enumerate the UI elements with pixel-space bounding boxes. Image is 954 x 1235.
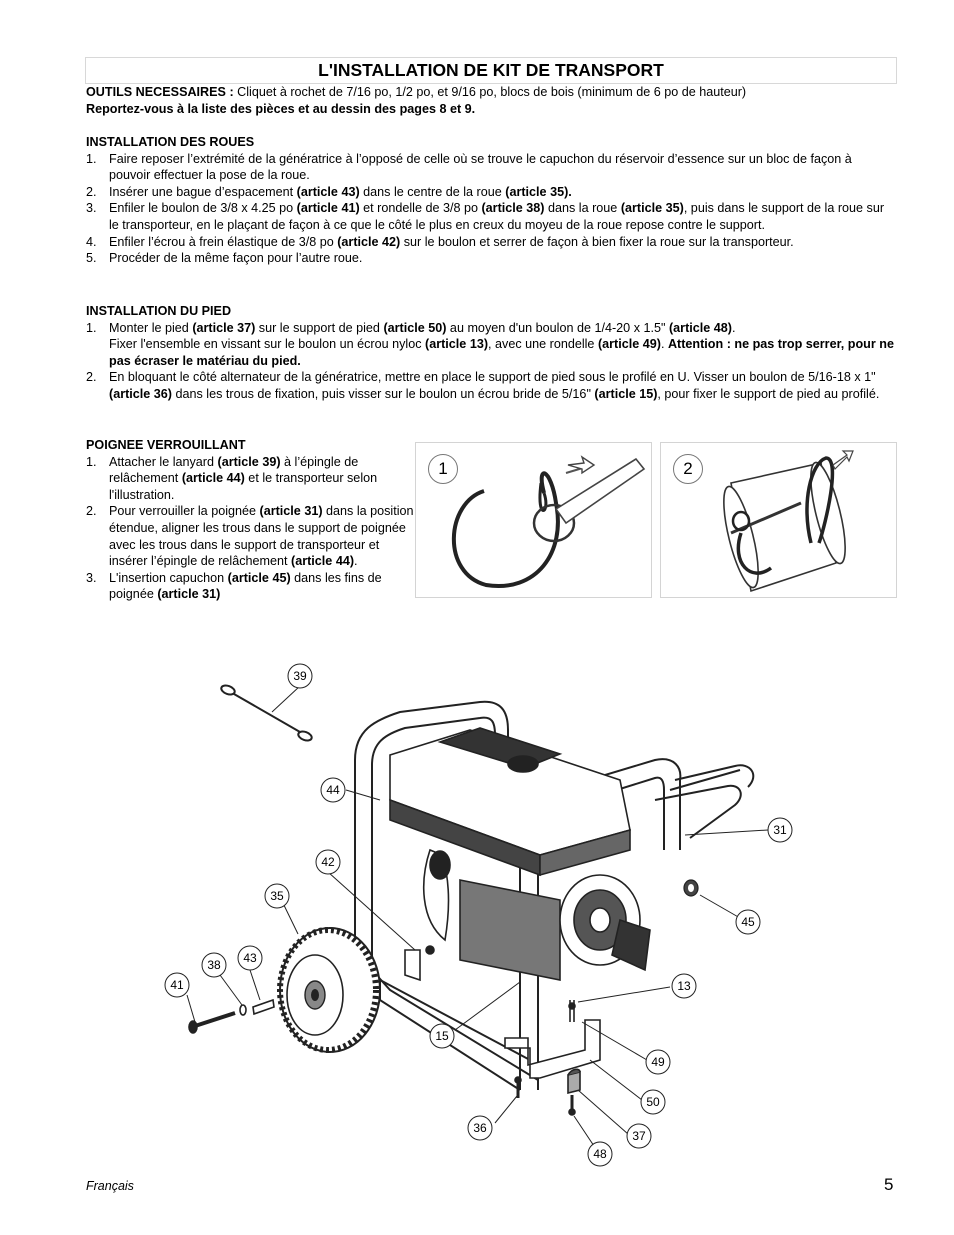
callout-48	[588, 1142, 612, 1166]
step-number: 3.	[86, 570, 97, 585]
callout-number: 36	[473, 1121, 487, 1135]
step-number: 5.	[86, 251, 97, 266]
step-text: (article 38)	[481, 201, 545, 216]
figure-2-label: 2	[673, 454, 703, 484]
step-text: Procéder de la même façon pour l’autre roue.	[109, 251, 363, 266]
callout-31	[768, 818, 792, 842]
foot-step-1	[86, 320, 896, 370]
handle-step-2	[86, 503, 416, 569]
wheels-step-4	[86, 234, 896, 251]
callout-36	[468, 1116, 492, 1140]
step-number: 2.	[86, 504, 97, 519]
page-title: L'INSTALLATION DE KIT DE TRANSPORT	[85, 57, 897, 84]
step-number: 1.	[86, 151, 97, 166]
callout-number: 48	[593, 1147, 607, 1161]
handle-step-3	[86, 570, 416, 603]
step-text: au moyen d'un boulon de 1/4-20 x 1.5"	[446, 320, 669, 335]
foot-step-2	[86, 369, 896, 402]
wheels-step-5	[86, 250, 896, 267]
callout-number: 38	[207, 958, 221, 972]
callout-number: 39	[293, 669, 307, 683]
callout-number: 50	[646, 1095, 660, 1109]
wheels-section	[86, 134, 896, 267]
callout-42	[316, 850, 340, 874]
step-number: 4.	[86, 234, 97, 249]
step-number: 2.	[86, 370, 97, 385]
step-text: (article 13)	[425, 337, 489, 352]
handle-cap-part	[684, 880, 698, 896]
step-text: (article 43)	[296, 184, 360, 199]
callout-number: 31	[773, 823, 787, 837]
step-text: En bloquant le côté alternateur de la génératrice, mettre en place le support de pied sous le profilé en U. Visser un boulon de 5/16-18 x 1"	[109, 370, 876, 385]
callout-number: 44	[326, 783, 340, 797]
step-text: dans les fins de poignée	[109, 570, 382, 602]
handle-heading: POIGNEE VERROUILLANT	[86, 438, 246, 452]
step-number: 3.	[86, 201, 97, 216]
foot-section	[86, 303, 896, 403]
step-text: (article 50)	[383, 320, 447, 335]
callout-37	[627, 1124, 651, 1148]
step-text: (article 49)	[597, 337, 661, 352]
wheels-steps	[86, 151, 896, 267]
callout-45	[736, 910, 760, 934]
step-number: 1.	[86, 454, 97, 469]
step-text: .	[731, 320, 736, 335]
callout-number: 15	[435, 1029, 449, 1043]
foot-steps	[86, 320, 896, 403]
callout-50	[641, 1090, 665, 1114]
handle-steps	[86, 454, 416, 603]
wheels-step-3	[86, 200, 896, 233]
step-text: dans la roue	[544, 201, 621, 216]
tools-line	[86, 84, 896, 101]
step-text: et le transporteur selon l'illustration.	[109, 471, 378, 502]
step-number: 2.	[86, 184, 97, 199]
callout-13	[672, 974, 696, 998]
generator-engine	[390, 728, 650, 980]
wheels-step-2	[86, 184, 896, 201]
step-text: Attacher le lanyard	[109, 454, 218, 469]
step-text: Monter le pied	[109, 320, 193, 335]
callout-15	[430, 1024, 454, 1048]
callout-44	[321, 778, 345, 802]
step-text: (article 39)	[217, 454, 281, 469]
handle-step-1	[86, 454, 416, 504]
step-text: .	[354, 554, 358, 569]
step-text: (article 41)	[296, 201, 360, 216]
step-text: à l’épingle de relâchement	[109, 454, 359, 486]
step-text: Attention : ne pas trop serrer, pour ne pas écraser le matériau du pied.	[109, 337, 894, 368]
step-text: (article 31)	[259, 504, 323, 519]
step-text: (article 15)	[594, 386, 658, 401]
wheels-heading: INSTALLATION DES ROUES	[86, 135, 255, 149]
step-text: Faire reposer l’extrémité de la génératrice à l’opposé de celle où se trouve le capuchon du réservoir d’essence sur un bloc de façon à pouvoir effectuer la pose de la roue.	[109, 151, 852, 183]
step-text: sur le support de pied	[255, 320, 384, 335]
step-text: (article 36)	[109, 386, 172, 401]
step-text: dans la position étendue, aligner les trous dans le support de poignée avec les trous dans le support de transporteur et insérer l’épingle de relâchement	[109, 504, 414, 569]
page-number: 5	[884, 1175, 894, 1194]
step-text: Fixer l'ensemble en vissant sur le boulon un écrou nyloc	[109, 337, 426, 352]
callout-39	[288, 664, 312, 688]
step-text: (article 42)	[337, 234, 401, 249]
step-text: Pour verrouiller la poignée	[109, 504, 260, 519]
step-text: sur le boulon et serrer de façon à bien fixer la roue sur la transporteur.	[400, 234, 794, 249]
callout-35	[265, 884, 289, 908]
step-text: Insérer une bague d’espacement	[109, 184, 297, 199]
callout-number: 35	[270, 889, 284, 903]
axle-hardware	[189, 1000, 274, 1033]
step-text: (article 45)	[227, 570, 291, 585]
tools-text: Cliquet à rochet de 7/16 po, 1/2 po, et 9/16 po, blocs de bois (minimum de 6 po de hauteur)	[233, 85, 747, 99]
tools-reference: Reportez-vous à la liste des pièces et au dessin des pages 8 et 9.	[86, 101, 476, 116]
step-text: dans le centre de la roue	[359, 184, 506, 199]
callout-number: 43	[243, 951, 257, 965]
callout-number: 13	[677, 979, 691, 993]
callout-38	[202, 953, 226, 977]
callout-49	[646, 1050, 670, 1074]
callout-number: 49	[651, 1055, 665, 1069]
tools-label: OUTILS NECESSAIRES :	[86, 85, 234, 99]
step-text: , puis dans le support de la roue sur le transporteur, en le plaçant de façon à ce que le côté le plus en creux du moyeu de la roue repose contre le support.	[109, 201, 885, 232]
figure-2-pin-in-tube	[660, 442, 897, 598]
step-text: (article 44)	[291, 554, 355, 569]
wheels-step-1	[86, 151, 896, 184]
step-text: Enfiler l’écrou à frein élastique de 3/8 po	[109, 234, 338, 249]
step-text: (article 44)	[181, 471, 245, 486]
step-text: , avec une rondelle	[488, 337, 598, 352]
step-number: 1.	[86, 320, 97, 335]
step-text: et rondelle de 3/8 po	[359, 201, 482, 216]
callout-number: 41	[170, 978, 184, 992]
step-text: Enfiler le boulon de 3/8 x 4.25 po	[109, 201, 297, 216]
step-text: (article 37)	[192, 320, 256, 335]
lanyard-part	[220, 684, 313, 742]
step-text: (article 35).	[505, 184, 572, 199]
step-text: (article 31)	[157, 587, 221, 602]
callout-43	[238, 946, 262, 970]
handle-section	[86, 437, 416, 603]
tools-section	[86, 84, 896, 117]
step-text: (article 35)	[620, 201, 684, 216]
figure-1-label: 1	[428, 454, 458, 484]
figure-1-lanyard	[415, 442, 652, 598]
callout-number: 42	[321, 855, 335, 869]
step-text: (article 48)	[668, 320, 732, 335]
step-text: .	[660, 337, 668, 352]
callout-41	[165, 973, 189, 997]
step-text: dans les trous de fixation, puis visser sur le boulon un écrou bride de 5/16"	[172, 386, 595, 401]
callout-number: 37	[632, 1129, 646, 1143]
callout-number: 45	[741, 915, 755, 929]
footer-language: Français	[86, 1179, 134, 1193]
step-text: , pour fixer le support de pied au profilé.	[657, 386, 880, 401]
wheel-part	[280, 928, 380, 1052]
step-text: L'insertion capuchon	[109, 570, 228, 585]
foot-heading: INSTALLATION DU PIED	[86, 304, 232, 318]
generator-exploded-diagram	[150, 650, 787, 1170]
